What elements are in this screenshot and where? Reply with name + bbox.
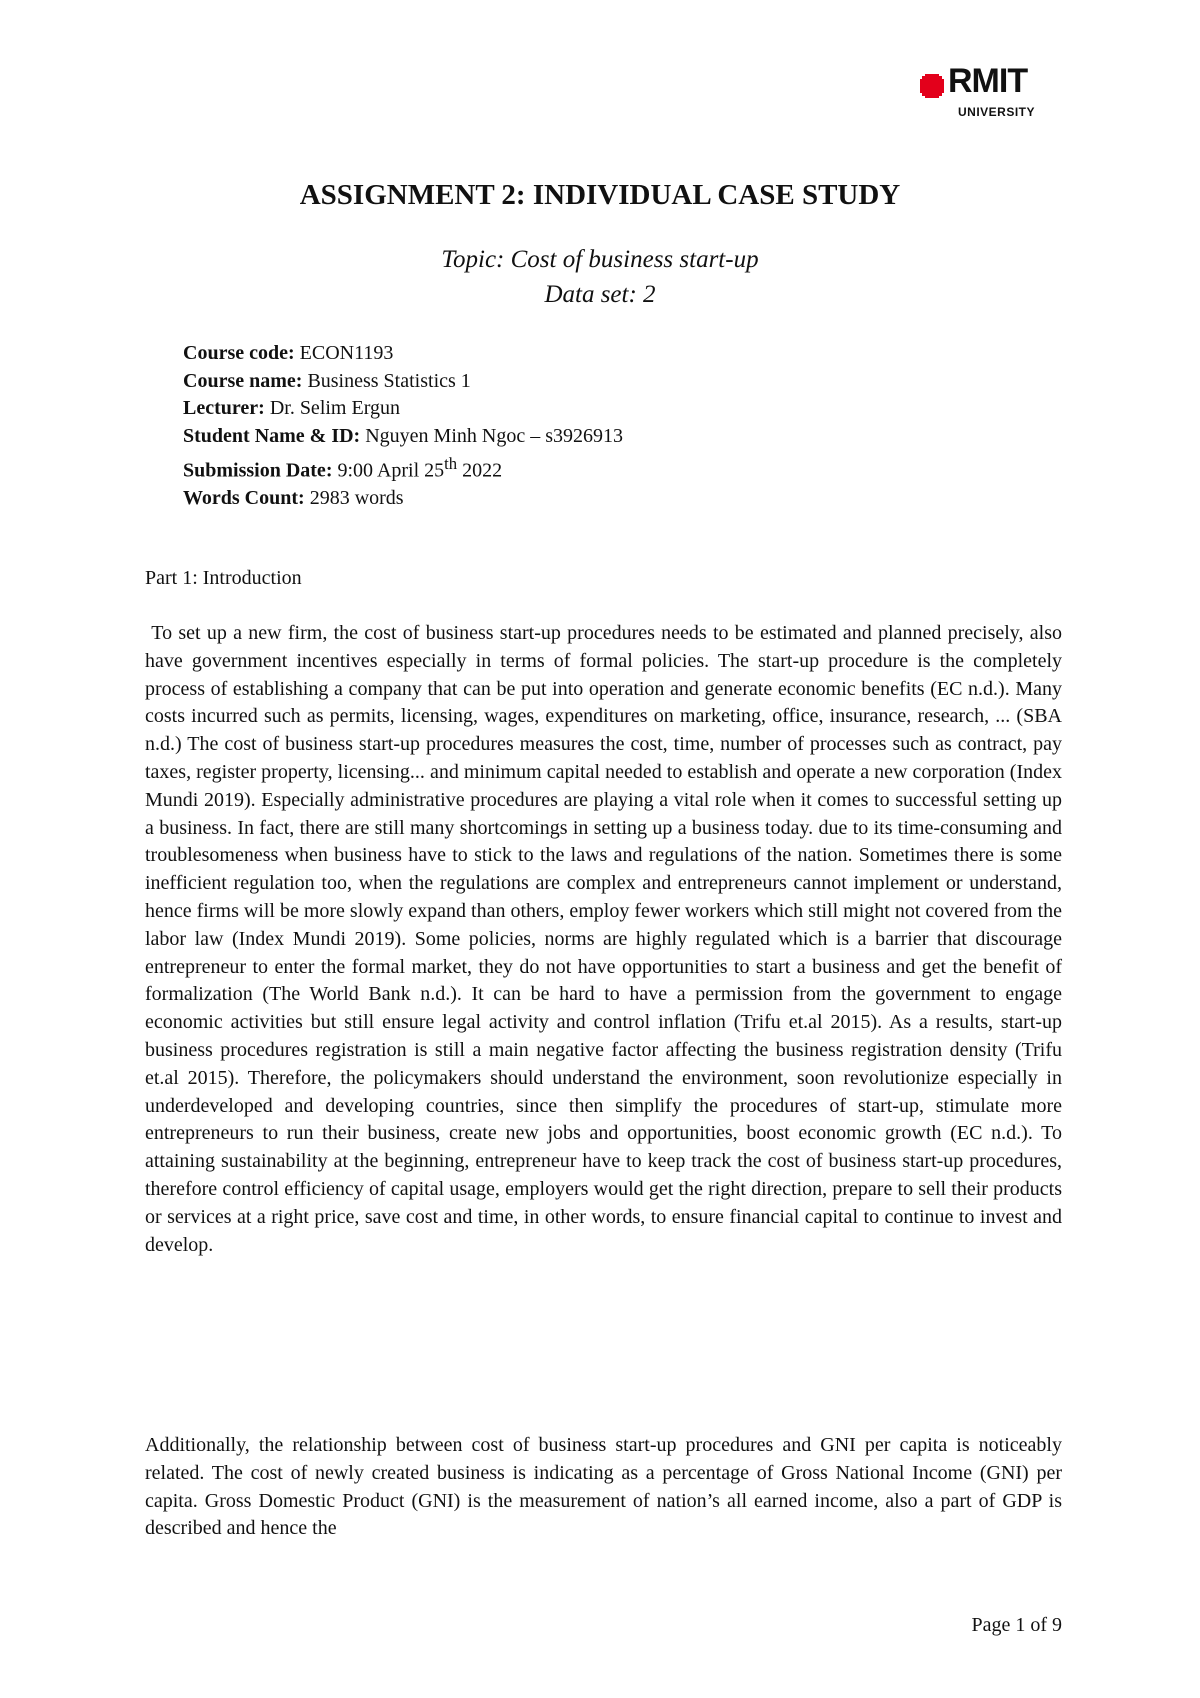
- course-name-value: Business Statistics 1: [302, 369, 471, 392]
- submission-row: [183, 450, 623, 485]
- logo-subtitle: UNIVERSITY: [958, 105, 1036, 119]
- student-value: Nguyen Minh Ngoc – s3926913: [360, 424, 623, 447]
- logo-wordmark: RMIT: [948, 62, 1028, 100]
- words-count-label: Words Count:: [183, 487, 305, 510]
- rmit-pixel-mark-icon: [920, 74, 944, 98]
- submission-label: Submission Date:: [183, 459, 333, 482]
- student-label: Student Name & ID:: [183, 424, 361, 447]
- words-count-row: [183, 485, 623, 513]
- assignment-title: ASSIGNMENT 2: INDIVIDUAL CASE STUDY: [299, 179, 901, 211]
- submission-year: 2022: [457, 459, 503, 482]
- course-code-row: [183, 340, 623, 368]
- course-name-row: [183, 368, 623, 396]
- rmit-logo: [920, 62, 1060, 120]
- section-heading: Part 1: Introduction: [145, 567, 302, 589]
- course-code-label: Course code:: [183, 342, 295, 364]
- lecturer-value: Dr. Selim Ergun: [264, 397, 400, 419]
- course-details: [183, 340, 623, 513]
- course-code-value: ECON1193: [294, 342, 394, 364]
- words-count-value: 2983 words: [304, 487, 404, 510]
- topic-line: Topic: Cost of business start-up: [441, 246, 759, 273]
- dataset-line: Data set: 2: [544, 281, 656, 308]
- page-number: Page 1 of 9: [971, 1614, 1062, 1636]
- body-paragraph: Additionally, the relationship between cost of business start-up procedures and GNI per capita is noticeably related. The cost of newly created business is indicating as a percentage of Gross National Income (GNI) per capita. Gross Domestic Product (GNI) is the measurement of nation’s all earned income, also a part of GDP is described and hence the: [145, 1434, 1062, 1540]
- course-name-label: Course name:: [183, 369, 303, 392]
- student-row: [183, 423, 623, 451]
- lecturer-label: Lecturer:: [183, 397, 265, 419]
- submission-ordinal: th: [444, 454, 458, 473]
- lecturer-row: [183, 395, 623, 423]
- submission-value: 9:00 April 25: [332, 459, 445, 482]
- body-paragraph: To set up a new firm, the cost of business start-up procedures needs to be estimated and planned precisely, also have government incentives especially in terms of formal policies. The start-up procedure is the completely process of establishing a company that can be put into operation and generate economic benefits (EC n.d.). Many costs incurred such as permits, licensing, wages, expenditures on marketing, office, insurance, research, ... (SBA n.d.) The cost of business start-up procedures measures the cost, time, number of processes such as contract, pay taxes, register property, licensing... and minimum capital needed to establish and operate a new corporation (Index Mundi 2019). Especially administrative procedures are playing a vital role when it comes to successful setting up a business. In fact, there are still many shortcomings in setting up a business today. due to its time-consuming and troublesomeness when business have to stick to the laws and regulations of the nation. Sometimes there is some inefficient regulation too, when the regulations are complex and entrepreneurs cannot implement or understand, hence firms will be more slowly expand than others, employ fewer workers which still might not covered from the labor law (Index Mundi 2019). Some policies, norms are highly regulated which is a barrier that discourage entrepreneur to enter the formal market, they do not have opportunities to start a business and get the benefit of formalization (The World Bank n.d.). It can be hard to have a permission from the government to engage economic activities but still ensure legal activity and control inflation (Trifu et.al 2015). As a results, start-up business procedures registration is still a main negative factor affecting the business registration density (Trifu et.al 2015). Therefore, the policymakers should understand the environment, soon revolutionize especially in underdeveloped and developing countries, since then simplify the procedures of start-up, stimulate more entrepreneurs to run their business, create new jobs and opportunities, boost economic growth (EC n.d.). To attaining sustainability at the beginning, entrepreneur have to keep track the cost of business start-up procedures, therefore control efficiency of capital usage, employers would get the right direction, prepare to sell their products or services at a right price, save cost and time, in other words, to ensure financial capital to continue to invest and develop.: [145, 622, 1062, 1256]
